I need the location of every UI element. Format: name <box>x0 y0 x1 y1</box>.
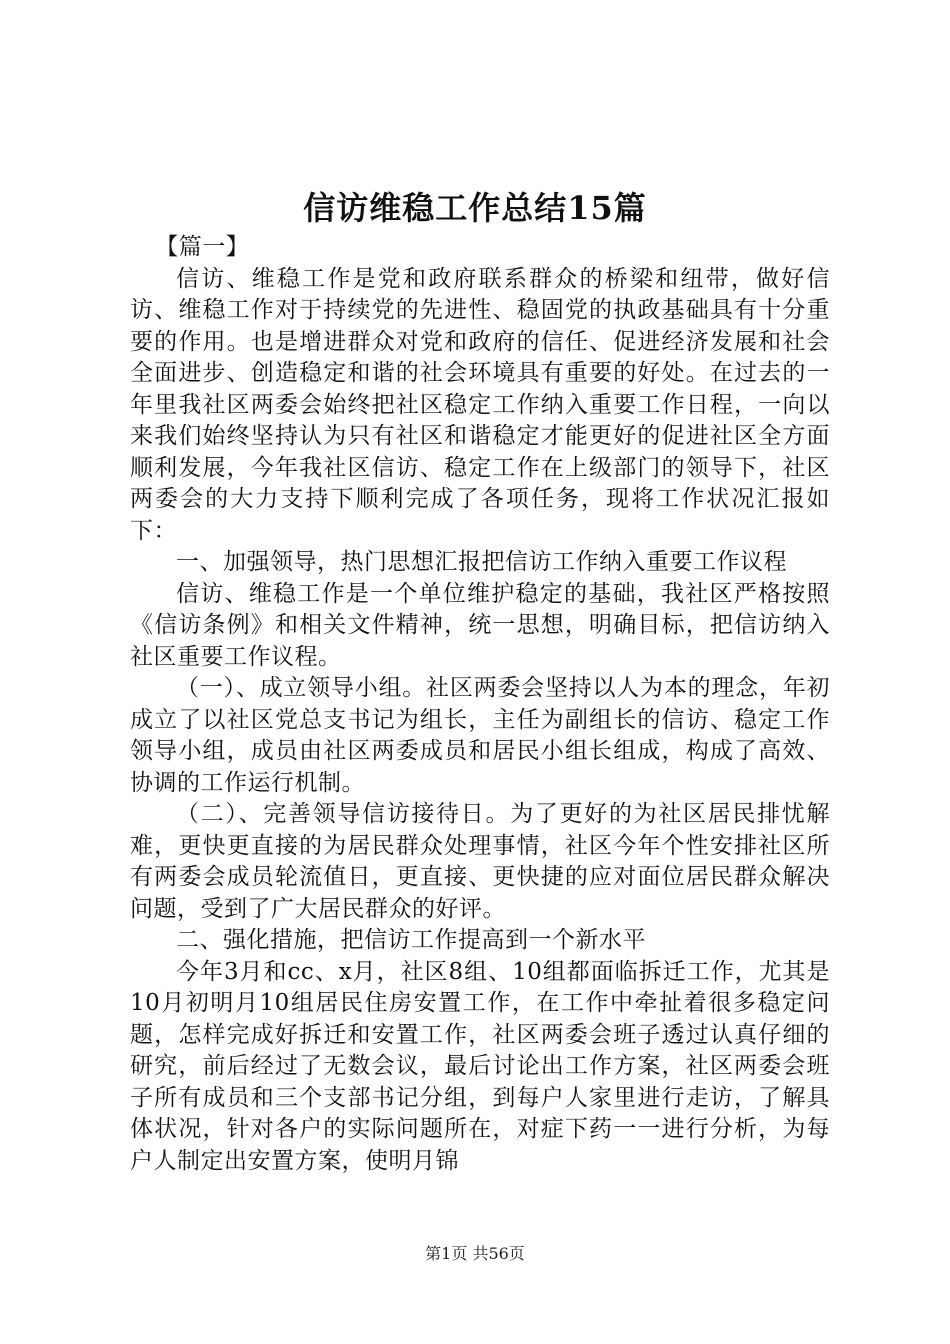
section-heading: 二、强化措施，把信访工作提高到一个新水平 <box>176 927 646 953</box>
paragraph: 信访、维稳工作是一个单位维护稳定的基础，我社区严格按照《信访条例》和相关文件精神，统一思想，明确目标，把信访纳入社区重要工作议程。 <box>130 580 830 670</box>
paragraph: （二）、完善领导信访接待日。为了更好的为社区居民排忧解难，更快更直接的为居民群众处理事情，社区今年个性安排社区所有两委会成员轮流值日，更直接、更快捷的应对面位居民群众解决问题，受到了广大居民群众的好评。 <box>130 801 830 922</box>
section-heading: 一、加强领导，热门思想汇报把信访工作纳入重要工作议程 <box>176 549 787 575</box>
page-footer: 第1页 共56页 <box>425 1244 525 1263</box>
paragraph: （一）、成立领导小组。社区两委会坚持以人为本的理念，年初成立了以社区党总支书记为组长，主任为副组长的信访、稳定工作领导小组，成员由社区两委成员和居民小组长组成，构成了高效、协调的工作运行机制。 <box>130 675 830 796</box>
document-title: 信访维稳工作总结15篇 <box>303 189 647 227</box>
section-label: 【篇一】 <box>155 234 250 260</box>
paragraph: 今年3月和cc、x月，社区8组、10组都面临拆迁工作，尤其是10月初明月10组居民住房安置工作，在工作中牵扯着很多稳定问题，怎样完成好拆迁和安置工作，社区两委会班子透过认真仔细的研究，前后经过了无数会议，最后讨论出工作方案，社区两委会班子所有成员和三个支部书记分组，到每户人家里进行走访，了解具体状况，针对各户的实际问题所在，对症下药一一进行分析，为每户人制定出安置方案，使明月锦 <box>130 958 830 1174</box>
paragraph: 信访、维稳工作是党和政府联系群众的桥梁和纽带，做好信访、维稳工作对于持续党的先进性、稳固党的执政基础具有十分重要的作用。也是增进群众对党和政府的信任、促进经济发展和社会全面进步、创造稳定和谐的社会环境具有重要的好处。在过去的一年里我社区两委会始终把社区稳定工作纳入重要工作日程，一向以来我们始终坚持认为只有社区和谐稳定才能更好的促进社区全方面顺利发展，今年我社区信访、稳定工作在上级部门的领导下，社区两委会的大力支持下顺利完成了各项任务，现将工作状况汇报如下： <box>130 265 830 544</box>
document-body <box>130 232 830 1177</box>
